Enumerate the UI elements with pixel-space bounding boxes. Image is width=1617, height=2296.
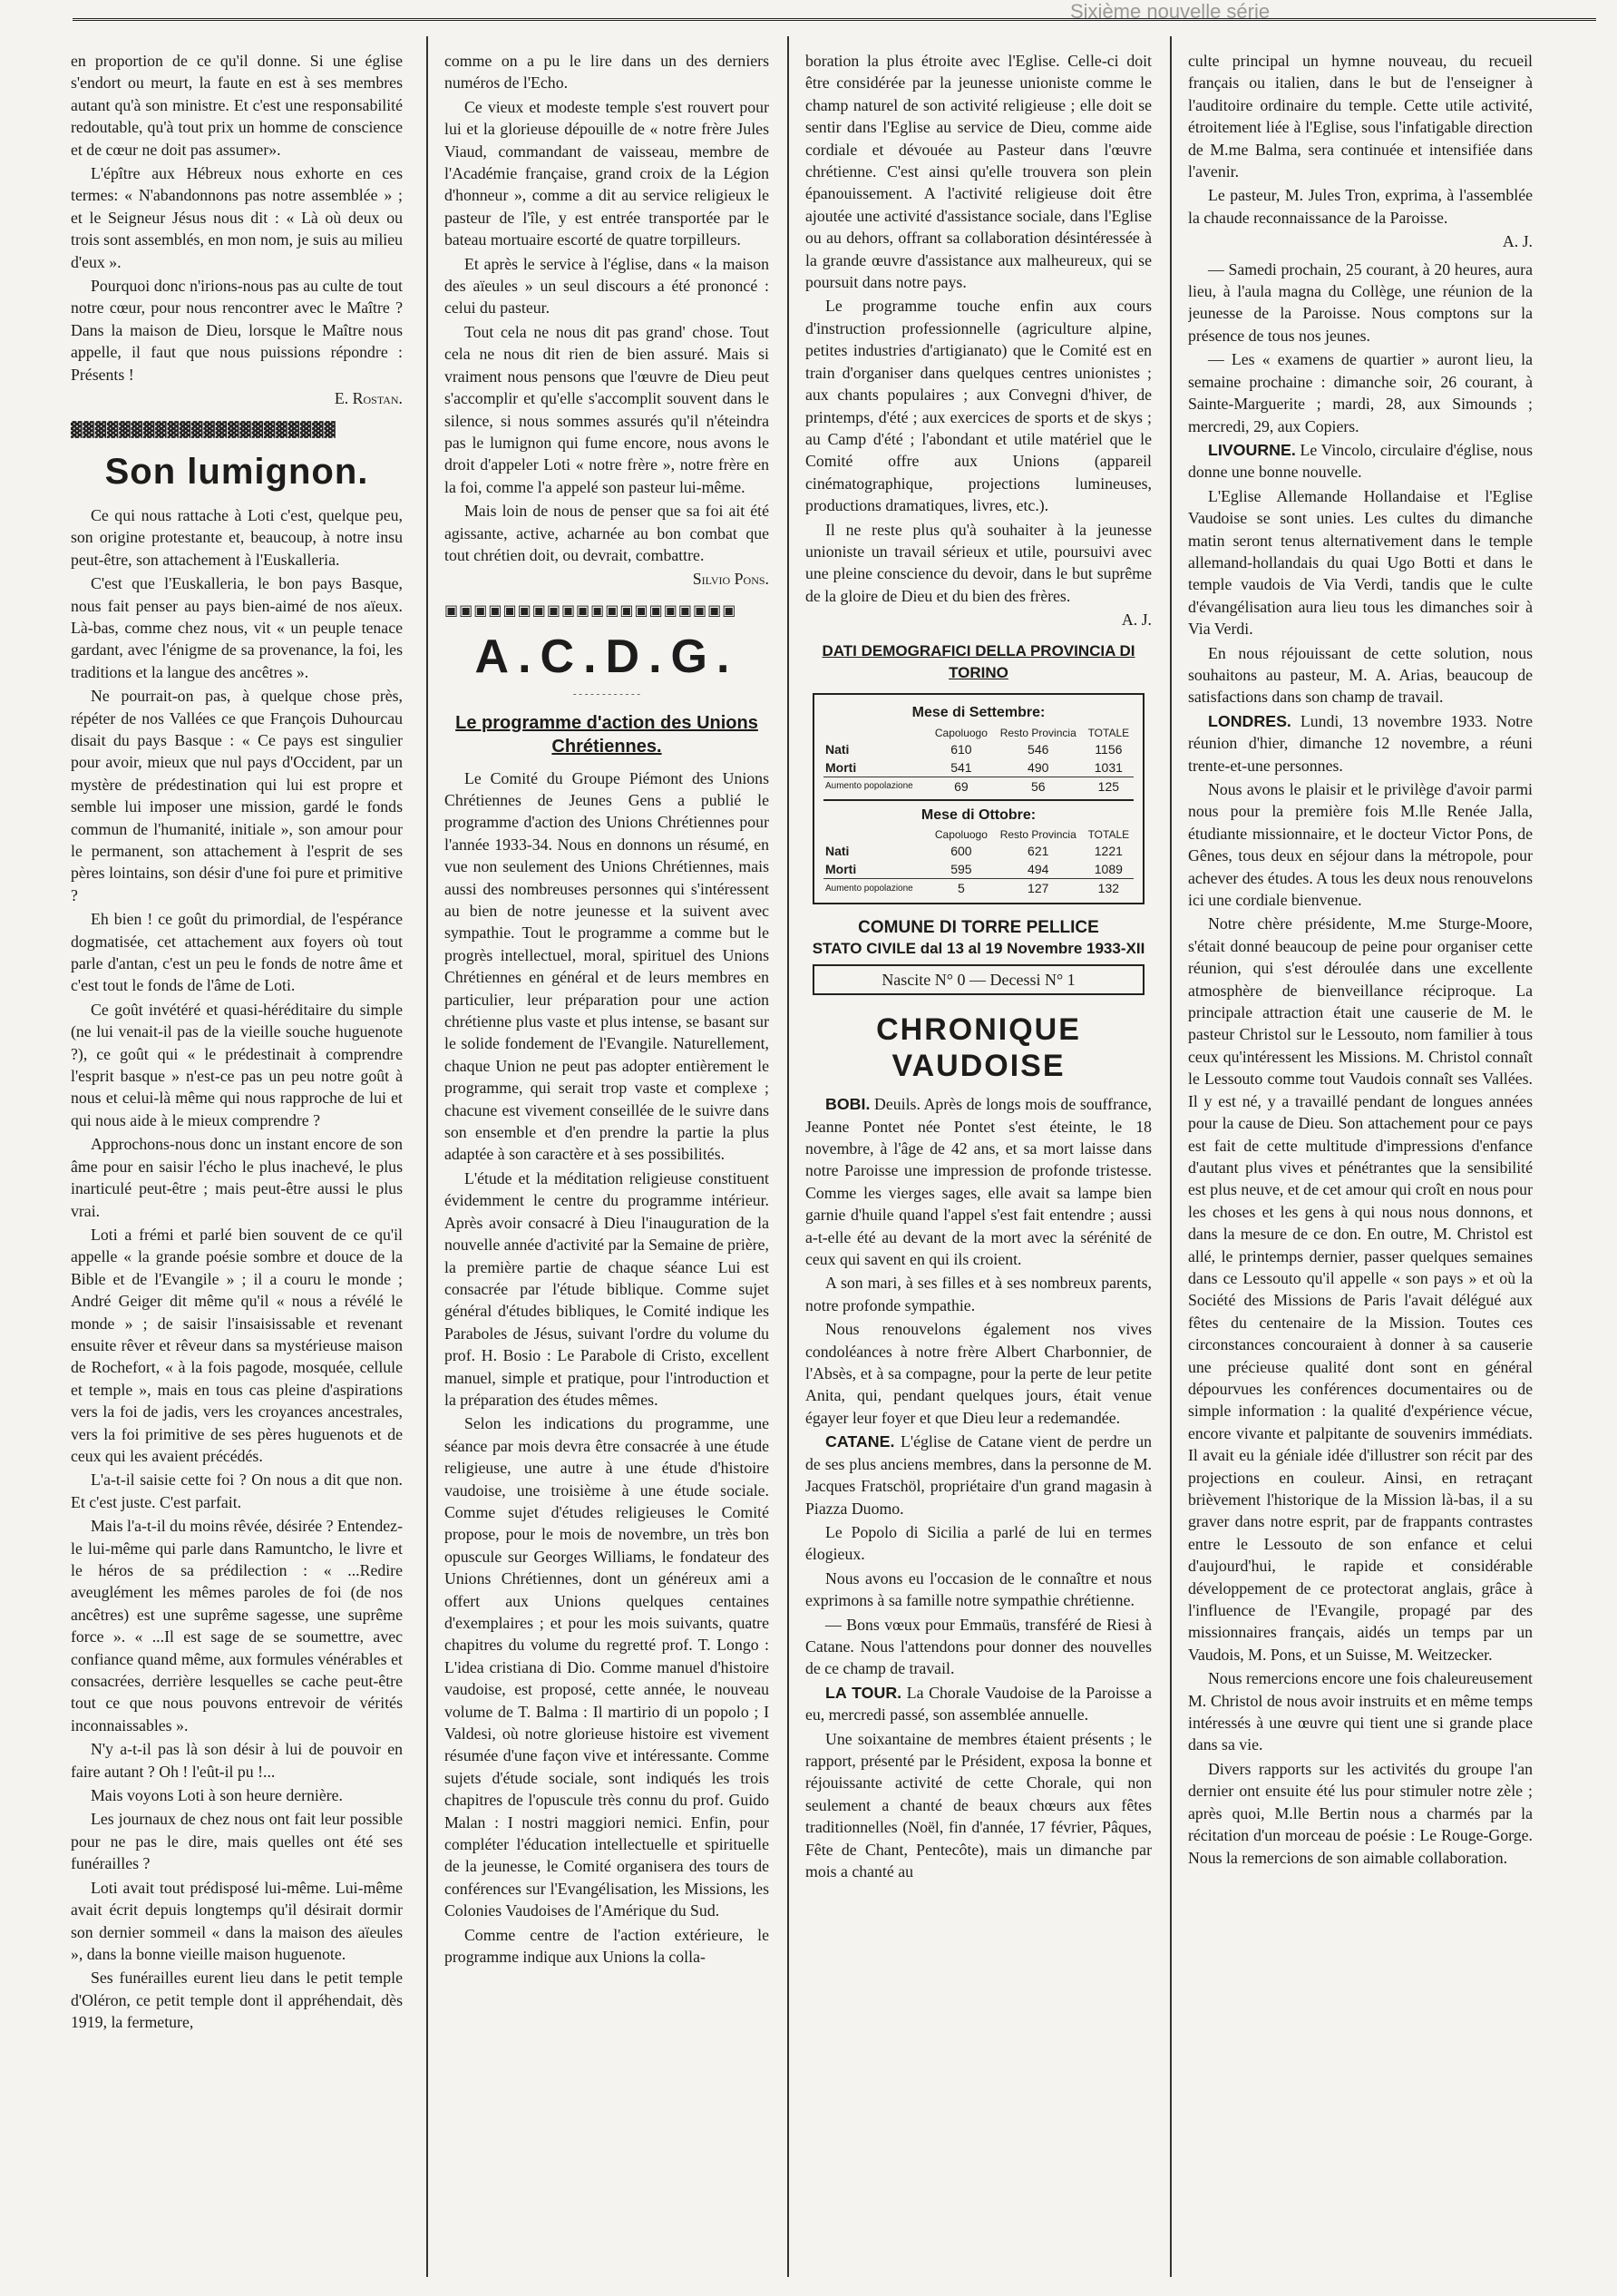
paragraph: A son mari, à ses filles et à ses nombreux parents, notre profonde sympathie. xyxy=(805,1274,1152,1314)
month-label: Mese di Settembre: xyxy=(911,705,1046,721)
table-cell: 125 xyxy=(1084,777,1134,796)
paragraph: Le Comité du Groupe Piémont des Unions Chrétiennes de Jeunes Gens a publié le programme d'action des Unions Chrétiennes pour l'année 1933-34. Nous en donnons un résumé, en vue non seulement des Unions Chrétiennes, mais aussi des nombreuses personnes qui s'intéressent au bien de notre jeunesse et la suivent avec sympathie. Tout le programme a comme but le progrès intellectuel, moral, spirituel des Unions Chrétiennes en général et de leurs membres en particulier, leur préparation pour une action chrétienne plus vaste et plus intense, se basant sur le solide fondement de l'Evangile. Naturellement, chaque Union ne peut pas adopter entièrement le programme, qui serait trop vaste et complexe ; chacune est vivement conseillée de le suivre dans son ensemble et d'en prendre la partie la plus adaptée à son caractère et à ses possibilités. xyxy=(444,768,769,1164)
column-header: Capoluogo xyxy=(934,828,988,842)
section-title: CHRONIQUE VAUDOISE xyxy=(876,1012,1081,1084)
paragraph: boration la plus étroite avec l'Eglise. Celle-ci doit être considérée par la jeunesse unioniste comme le champ naturel de son activité religieuse ; elle doit se sentir dans l'Eglise au service de Dieu, comme aide cordiale et dévouée au Pasteur dans l'œuvre chrétienne. C'est ainsi qu'elle trouvera son plein épanouissement. A l'activité religieuse doit être ajoutée une activité d'assistance sociale, dans l'Eglise ou au dehors, offrant sa collaboration désintéressée à la grande œuvre d'assistance aux malheureux, qui se poursuit dans notre pays. xyxy=(805,52,1152,292)
column-1 xyxy=(71,50,403,2281)
column-divider xyxy=(1170,36,1172,2277)
article-title: Son lumignon. xyxy=(104,451,369,492)
paragraph: Mais voyons Loti à son heure dernière. xyxy=(91,1786,344,1805)
column-3 xyxy=(805,50,1152,2281)
column-header: Resto Provincia xyxy=(999,828,1076,842)
ornament-divider: ▓▓▓▓▓▓▓▓▓▓▓▓▓▓▓▓▓▓▓▓▓▓ xyxy=(71,420,336,438)
paragraph xyxy=(805,1431,1152,1519)
article-title: Le programme d'action des Unions Chrétiennes. xyxy=(455,712,758,757)
table-header-row xyxy=(823,828,1134,842)
column-header: Resto Provincia xyxy=(999,726,1076,739)
paragraph: L'a-t-il saisie cette foi ? On nous a dit que non. Et c'est juste. C'est parfait. xyxy=(71,1470,403,1511)
table-cell: 1156 xyxy=(1095,741,1123,757)
paragraph: Mais l'a-t-il du moins rêvée, désirée ? Entendez-le lui-même qui parle dans Ramuntcho, le livre et le héros de sa prédilection : « ...Redire aveuglément les mêmes paroles de foi (de nos ancêtres) est une suprême sagesse, une suprême force ». « ...Il est sage de se soumettre, avec confiance quand même, aux formules vénérables et consacrées, derrière lesquelles se cache peut-être tout ce que nous pouvons entrevoir de vérités inconnaissables ». xyxy=(71,1517,403,1734)
table-divider xyxy=(823,799,1134,801)
table-cell: 5 xyxy=(930,879,993,898)
demographics-table-box xyxy=(813,693,1145,904)
place-name: CATANE. xyxy=(825,1432,895,1451)
comune-title: COMUNE DI TORRE PELLICE xyxy=(858,918,1099,938)
table-cell: 1221 xyxy=(1094,844,1123,859)
paragraph: Les journaux de chez nous ont fait leur possible pour ne pas le dire, mais quelles ont été ses funérailles ? xyxy=(71,1810,403,1873)
table-row xyxy=(823,777,1134,796)
paragraph: — Les « examens de quartier » auront lieu, la semaine prochaine : dimanche soir, 26 courant, à Sainte-Marguerite ; mardi, 28, aux Simounds ; mercredi, 29, aux Copiers. xyxy=(1188,350,1533,435)
paragraph: Selon les indications du programme, une séance par mois devra être consacrée à une étude religieuse, une autre à une étude d'histoire vaudoise, une troisième à une étude sociale. Comme sujet d'études religieuses le Comité propose, pour le mois de novembre, un très bon opuscule sur Georges Williams, le fondateur des Unions Chrétiennes, dont un généreux ami a offert aux Unions quelques centaines d'exemplaires ; et pour les mois suivants, quatre chapitres du volume du regretté prof. T. Longo : L'idea cristiana di Dio. Comme manuel d'histoire vaudoise, est proposé, cette année, le nouveau volume de T. Balma : Il martirio di un popolo ; I Valdesi, où notre glorieuse histoire est vivement résumée d'une façon vive et intéressante. Comme sujets d'étude sociale, sont indiqués les trois chapitres de l'opuscule très connu du prof. Guido Malan : I nostri maggiori nemici. Enfin, pour compléter l'éducation intellectuelle et spirituelle de la jeunesse, le Comité organisera des tours de conférences sur l'Evangélisation, les Missions, les Colonies Vaudoises de l'Amérique du Sud. xyxy=(444,1414,769,1920)
table-row xyxy=(823,740,1134,758)
paragraph-text: L'église de Catane vient de perdre un de ses plus anciens membres, dans la personne de M. Jacques Fratschöl, propriétaire d'un grand magasin à Piazza Duomo. xyxy=(805,1432,1152,1518)
row-label: Nati xyxy=(825,844,850,859)
paragraph: Le programme touche enfin aux cours d'instruction professionnelle (agriculture alpine, petites industries d'artigianato) que le Comité est en train d'organiser dans quelques centres unionistes ; aux chants populaires ; aux Convegni d'hiver, de printemps, d'été ; aux exercices de sports et de skys ; au Camp d'été ; l'abondant et utile matériel que le Comité offre aux Unions (appareil cinématographique, projections lumineuses, productions dramatiques, livres, etc.). xyxy=(805,297,1152,515)
paragraph: Divers rapports sur les activités du groupe l'an dernier ont ensuite été lus pour stimuler notre zèle ; après quoi, M.lle Bertin nous a charmés par la récitation d'un morceau de poésie : Le Rouge-Gorge. Nous la remercions de son aimable collaboration. xyxy=(1188,1759,1533,1867)
row-label: Aumento popolazione xyxy=(823,777,930,796)
table-cell: 1089 xyxy=(1094,862,1123,877)
paragraph-text: Le Vincolo, circulaire d'église, nous donne une bonne nouvelle. xyxy=(1188,440,1533,482)
paragraph: Notre chère présidente, M.me Sturge-Moore, s'était donné beaucoup de peine pour organiser cette réunion, qui s'est déroulée dans une excellente atmosphère de bienveillance réciproque. La principale attraction était une causerie de M. le pasteur Christol sur le Lessouto, nom familier à tous ceux qu'intéressent les Missions. M. Christol connaît le Lessouto comme tout Vaudois connaît ses Vallées. Il y est né, y a travaillé pendant de longues années pour la cause de Dieu. Son attachement pour ce pays est fait de cette multitude d'impressions d'enfance d'autant plus vives et pénétrantes que la sensibilité est plus neuve, et de cet amour qui croît en nous pour les choses et les gens à qui nous nous donnons, et dans la mesure de ce don. En outre, M. Christol est allé, le printemps dernier, passer quelques semaines dans ce Lessouto qu'il appelle « son pays » et où la Société des Missions de Paris l'avait délégué aux fêtes du centenaire de la Mission. Toutes ces circonstances concouraient à donner à sa causerie une précieuse qualité dont sont en général dépourvues les conférences documentaires ou de simple information : la qualité d'expérience vécue, encore vivante et palpitante de souvenirs immédiats. Il avait eu la géniale idée d'illustrer son récit par des projections en couleur. Ainsi, en retraçant brièvement l'historique de la Mission là-bas, il a su graver dans notre esprit, par de frappants contrastes entre le Lessouto de son enfance et celui d'aujourd'hui, le rapide et considérable développement de ce protectorat anglais, grâce à l'influence de l'Evangile, propagé par des missionnaires français, aidés un temps par un Vaudois, M. Pons, et un Suisse, M. Weitzecker. xyxy=(1188,914,1533,1664)
paragraph xyxy=(1188,710,1533,777)
table-cell: 69 xyxy=(930,777,993,796)
column-2 xyxy=(444,50,769,2281)
paragraph: C'est que l'Euskalleria, le bon pays Basque, nous fait penser au pays bien-aimé de nos aïeux. Là-bas, comme chez nous, vit « un peuple tenace gardant, avec l'énigme de sa provenance, la foi, les traditions et la langue des ancêtres ». xyxy=(71,574,403,681)
paragraph: culte principal un hymne nouveau, du recueil français ou italien, dans le but de l'enseigner à l'auditoire ordinaire du temple. Cette utile activité, étroitement liée à l'Eglise, sous l'infatigable direction de M.me Balma, sera continuée et intensifiée dans l'avenir. xyxy=(1188,52,1533,181)
paragraph: Ce vieux et modeste temple s'est rouvert pour lui et la glorieuse dépouille de « notre frère Jules Viaud, commandant de vaisseau, membre de l'Académie française, grand croix de la Légion d'honneur », comme a dit au service religieux le pasteur de l'île, y est entrée transportée par le bateau mortuaire escorté de quatre torpilleurs. xyxy=(444,97,769,249)
paragraph xyxy=(805,1093,1152,1270)
header-rule xyxy=(73,18,1596,21)
paragraph: Tout cela ne nous dit pas grand' chose. Tout cela ne nous dit rien de bien assuré. Mais si vraiment nous pensons que l'œuvre de Dieu peut s'accomplir et qu'elle s'accomplit souvent dans le silence, si nous sommes assurés qu'il n'éteindra pas le lumignon qui fume encore, nous avons le droit d'appeler Loti « notre frère », notre frère en la foi, comme l'a appelé son pasteur lui-même. xyxy=(444,322,769,496)
table-row xyxy=(823,860,1134,879)
paragraph: Ce goût invétéré et quasi-héréditaire du simple (ne lui venait-il pas de la vieille souche huguenote ?), ce goût qui « le prédestinait à comprendre l'esprit basque » n'est-ce pas un peu notre goût à nous et celui-là même qui nous rapproche de lui et qui nous aide à le mieux comprendre ? xyxy=(71,1000,403,1129)
signature: A. J. xyxy=(1502,232,1533,251)
table-cell: 600 xyxy=(950,844,972,859)
paragraph: Comme centre de l'action extérieure, le programme indique aux Unions la colla- xyxy=(444,1925,769,1967)
table-cell: 546 xyxy=(1028,741,1049,757)
table-cell: 541 xyxy=(950,759,972,775)
paragraph: Nous avons le plaisir et le privilège d'avoir parmi nous pour la première fois M.lle Renée Jalla, étudiante missionnaire, et le docteur Victor Pons, de Gênes, tous deux en séjour dans la métropole, pour achever des études. A tous les deux nous renouvelons ici une cordiale bienvenue. xyxy=(1188,780,1533,910)
table-row xyxy=(823,758,1134,777)
paragraph: Ce qui nous rattache à Loti c'est, quelque peu, son origine protestante et, beaucoup, à notre insu peut-être, son attachement à l'Euskalleria. xyxy=(71,505,403,569)
paragraph: Le pasteur, M. Jules Tron, exprima, à l'assemblée la chaude reconnaissance de la Paroisse. xyxy=(1188,186,1533,227)
row-label: Morti xyxy=(825,759,857,775)
paragraph: Le Popolo di Sicilia a parlé de lui en termes élogieux. xyxy=(805,1522,1152,1564)
paragraph: En nous réjouissant de cette solution, nous souhaitons au pasteur, M. A. Arias, beaucoup de satisfactions dans son champ de travail. xyxy=(1188,643,1533,707)
paragraph: Pourquoi donc n'irions-nous pas au culte de tout notre cœur, pour nous rencontrer avec le Maître ? Dans la maison de Dieu, lorsque le Maître nous appelle, il faut que nous puissions répondre : Présents ! xyxy=(71,277,403,384)
paragraph xyxy=(805,1682,1152,1726)
paragraph: Il ne reste plus qu'à souhaiter à la jeunesse unioniste un travail sérieux et utile, poursuivi avec une pleine conscience du devoir, dans le but suprême de la gloire de Dieu et du bien des frères. xyxy=(805,520,1152,605)
paragraph: Eh bien ! ce goût du primordial, de l'espérance dogmatisée, cet attachement aux foyers où tout parle d'antan, c'est un peu le fonds de notre âme et c'est tout le fonds de l'âme de Loti. xyxy=(71,910,403,995)
table-header-row xyxy=(823,727,1134,740)
paragraph: Loti a frémi et parlé bien souvent de ce qu'il appelle « la grande poésie sombre et douce de la Bible et de l'Evangile » ; il a couru le monde ; André Geiger dit même qu'il « nous a révélé le monde » ; de saisir l'insaisissable et revenant ensuite rêver et rêveur dans sa mystérieuse maison de Rochefort, « à la fois pagode, mosquée, cellule et temple », mais en tous cas pleine d'aspirations vers la foi de jadis, vers les croyances ancestrales, vers la foi primitive de ses pères huguenots et de ceux qui les avaient précédés. xyxy=(71,1225,403,1465)
paragraph: comme on a pu le lire dans un des derniers numéros de l'Echo. xyxy=(444,52,769,93)
column-4 xyxy=(1188,50,1533,2281)
demographics-title: DATI DEMOGRAFICI DELLA PROVINCIA DI TORINO xyxy=(822,641,1135,681)
column-header: Capoluogo xyxy=(934,726,988,739)
paragraph: Et après le service à l'église, dans « la maison des aïeules » un seul discours a été prononcé : celui du pasteur. xyxy=(444,254,769,318)
paragraph: L'Eglise Allemande Hollandaise et l'Eglise Vaudoise se sont unies. Les cultes du dimanche matin seront tenus alternativement dans le temple allemand-hollandais du quai Ugo Botti et dans le temple vaudois de Via Verdi, tandis que le culte d'évangélisation aura lieu tous les dimanches soir à Via Verdi. xyxy=(1188,486,1533,639)
table-row xyxy=(823,879,1134,898)
column-header: TOTALE xyxy=(1087,828,1130,842)
paragraph-text: Lundi, 13 novembre 1933. Notre réunion d'hier, dimanche 12 novembre, a réuni trente-et-une personnes. xyxy=(1188,711,1533,775)
paragraph: Ne pourrait-on pas, à quelque chose près, répéter de nos Vallées ce que François Duhourcau disait du pays Basque : « Ce pays est singulier pour avoir, mieux que nul pays d'Occident, par un mystère de prédestination qui lui est propre et semble lui imposer une mission, gardé le fonds commun de l'humanité, initiale », son amour pour le permanent, son attachement à l'esprit de ses pères lointains, son désir d'une foi pure et primitive ? xyxy=(71,687,403,904)
paragraph-text: Deuils. Après de longs mois de souffrance, Jeanne Pontet née Pontet s'est éteinte, le 18 novembre, à l'âge de 42 ans, et sa mort laisse dans notre Paroisse une impression de profonde tristesse. Comme les vierges sages, elle avait sa lampe bien garnie d'huile quand l'appel s'est fait entendre ; aussi a-t-elle été au devant de la mort avec la sérénité de ceux qui savent en qui ils croient. xyxy=(805,1095,1152,1269)
signature: A. J. xyxy=(1121,611,1152,630)
column-divider xyxy=(426,36,428,2277)
row-label: Nati xyxy=(825,741,850,757)
table-cell: 1031 xyxy=(1094,759,1123,775)
paragraph: Ses funérailles eurent lieu dans le petit temple d'Oléron, ce petit temple dont il appréhendait, dès 1919, la fermeture, xyxy=(71,1969,403,2032)
paragraph: L'épître aux Hébreux nous exhorte en ces termes: « N'abandonnons pas notre assemblée » ; et le Seigneur Jésus nous dit : « Là où deux ou trois sont assemblés, en mon nom, je suis au milieu d'eux ». xyxy=(71,164,403,271)
table-row xyxy=(823,842,1134,860)
month-label: Mese di Ottobre: xyxy=(921,806,1037,823)
place-name: LONDRES. xyxy=(1208,711,1291,730)
paragraph: — Bons vœux pour Emmaüs, transféré de Riesi à Catane. Nous l'attendons pour donner des nouvelles de ce champ de travail. xyxy=(805,1615,1152,1678)
paragraph: en proportion de ce qu'il donne. Si une église s'endort ou meurt, la faute en est à ses membres autant qu'à son ministre. Et c'est une responsabilité redoutable, qu'à tout prix un homme de conscience et de cœur ne doit pas assumer». xyxy=(71,52,403,159)
column-divider xyxy=(787,36,789,2277)
table-cell: 621 xyxy=(1028,844,1049,859)
table-cell: 132 xyxy=(1084,879,1134,898)
header-edge-text: Sixième nouvelle série xyxy=(1070,0,1271,23)
section-title: A.C.D.G. xyxy=(474,630,739,684)
place-name: BOBI. xyxy=(825,1095,871,1114)
demographics-table xyxy=(823,727,1134,796)
paragraph: Mais loin de nous de penser que sa foi ait été agissante, active, acharnée au bon combat que tout chrétien doit, ou devrait, combattre. xyxy=(444,502,769,564)
table-cell: 494 xyxy=(1028,862,1049,877)
demographics-table xyxy=(823,828,1134,897)
paragraph: Une soixantaine de membres étaient présents ; le rapport, présenté par le Président, exposa la bonne et réjouissante activité de cette Chorale, qui non seulement a chanté de beaux chœurs aux fêtes traditionnelles (Noël, fin d'année, 17 février, Pâques, Fête de Chant, Pentecôte), mais un dimanche par mois a chanté au xyxy=(805,1729,1152,1881)
paragraph xyxy=(1188,439,1533,484)
table-cell: 490 xyxy=(1028,759,1049,775)
table-cell: 595 xyxy=(950,862,972,877)
civil-registry-header xyxy=(805,917,1152,959)
births-deaths-box: Nascite N° 0 — Decessi N° 1 xyxy=(813,964,1145,995)
table-cell: 610 xyxy=(950,741,972,757)
paragraph: L'étude et la méditation religieuse constituent évidemment le centre du programme intérieur. Après avoir consacré à Dieu l'inauguration de la nouvelle année d'activité par la Semaine de prière, la première partie de chaque séance Lui est consacrée par l'étude biblique. Comme sujet général d'études bibliques, le Comité indique les Paraboles de Jésus, suivant l'ordre du volume du prof. H. Bosio : Le Parabole di Cristo, excellent manuel, simple et pratique, pour l'introduction et la préparation des études mêmes. xyxy=(444,1168,769,1409)
table-cell: 127 xyxy=(993,879,1084,898)
place-name: LIVOURNE. xyxy=(1208,440,1296,459)
paragraph: — Samedi prochain, 25 courant, à 20 heures, aura lieu, à l'aula magna du Collège, une réunion de la jeunesse de la Paroisse. Nous comptons sur la présence de tous nos jeunes. xyxy=(1188,259,1533,345)
paragraph: Nous remercions encore une fois chaleureusement M. Christol de nous avoir instruits et en même temps intéressés à une œuvre qui tient une si grande place dans sa vie. xyxy=(1188,1669,1533,1754)
column-header: TOTALE xyxy=(1087,726,1130,739)
paragraph: Approchons-nous donc un instant encore de son âme pour en saisir l'écho le plus inachevé, le plus inarticulé peut-être ; mais peut-être aussi le plus vrai. xyxy=(71,1135,403,1220)
table-cell: 56 xyxy=(993,777,1084,796)
signature: E. Rostan. xyxy=(334,389,403,408)
paragraph: Loti avait tout prédisposé lui-même. Lui-même avait écrit depuis longtemps qu'il désirait dormir son dernier sommeil « dans la maison des aïeules », dans la bonne vieille maison huguenote. xyxy=(71,1878,403,1963)
place-name: LA TOUR. xyxy=(825,1683,902,1702)
paragraph: Nous renouvelons également nos vives condoléances à notre frère Albert Charbonnier, de l'Absès, et à sa compagne, pour la perte de leur petite Anita, qui, pendant quelques jours, était venue égayer leur foyer et que Dieu leur a redemandée. xyxy=(805,1320,1152,1427)
section-title-underline: - - - - - - - - - - - - xyxy=(572,689,641,700)
signature: Silvio Pons. xyxy=(692,570,769,589)
ornament-divider: ▣▣▣▣▣▣▣▣▣▣▣▣▣▣▣▣▣▣▣▣ xyxy=(444,601,737,619)
paragraph-text: La Chorale Vaudoise de la Paroisse a eu, mercredi passé, son assemblée annuelle. xyxy=(805,1683,1152,1724)
paragraph: N'y a-t-il pas là son désir à lui de pouvoir en faire autant ? Oh ! l'eût-il pu !... xyxy=(71,1740,403,1781)
row-label: Aumento popolazione xyxy=(823,879,930,898)
row-label: Morti xyxy=(825,862,857,877)
civil-status-dates: STATO CIVILE dal 13 al 19 Novembre 1933-XII xyxy=(812,940,1145,958)
paragraph: Nous avons eu l'occasion de le connaître et nous exprimons à sa famille notre sympathie chrétienne. xyxy=(805,1568,1152,1610)
